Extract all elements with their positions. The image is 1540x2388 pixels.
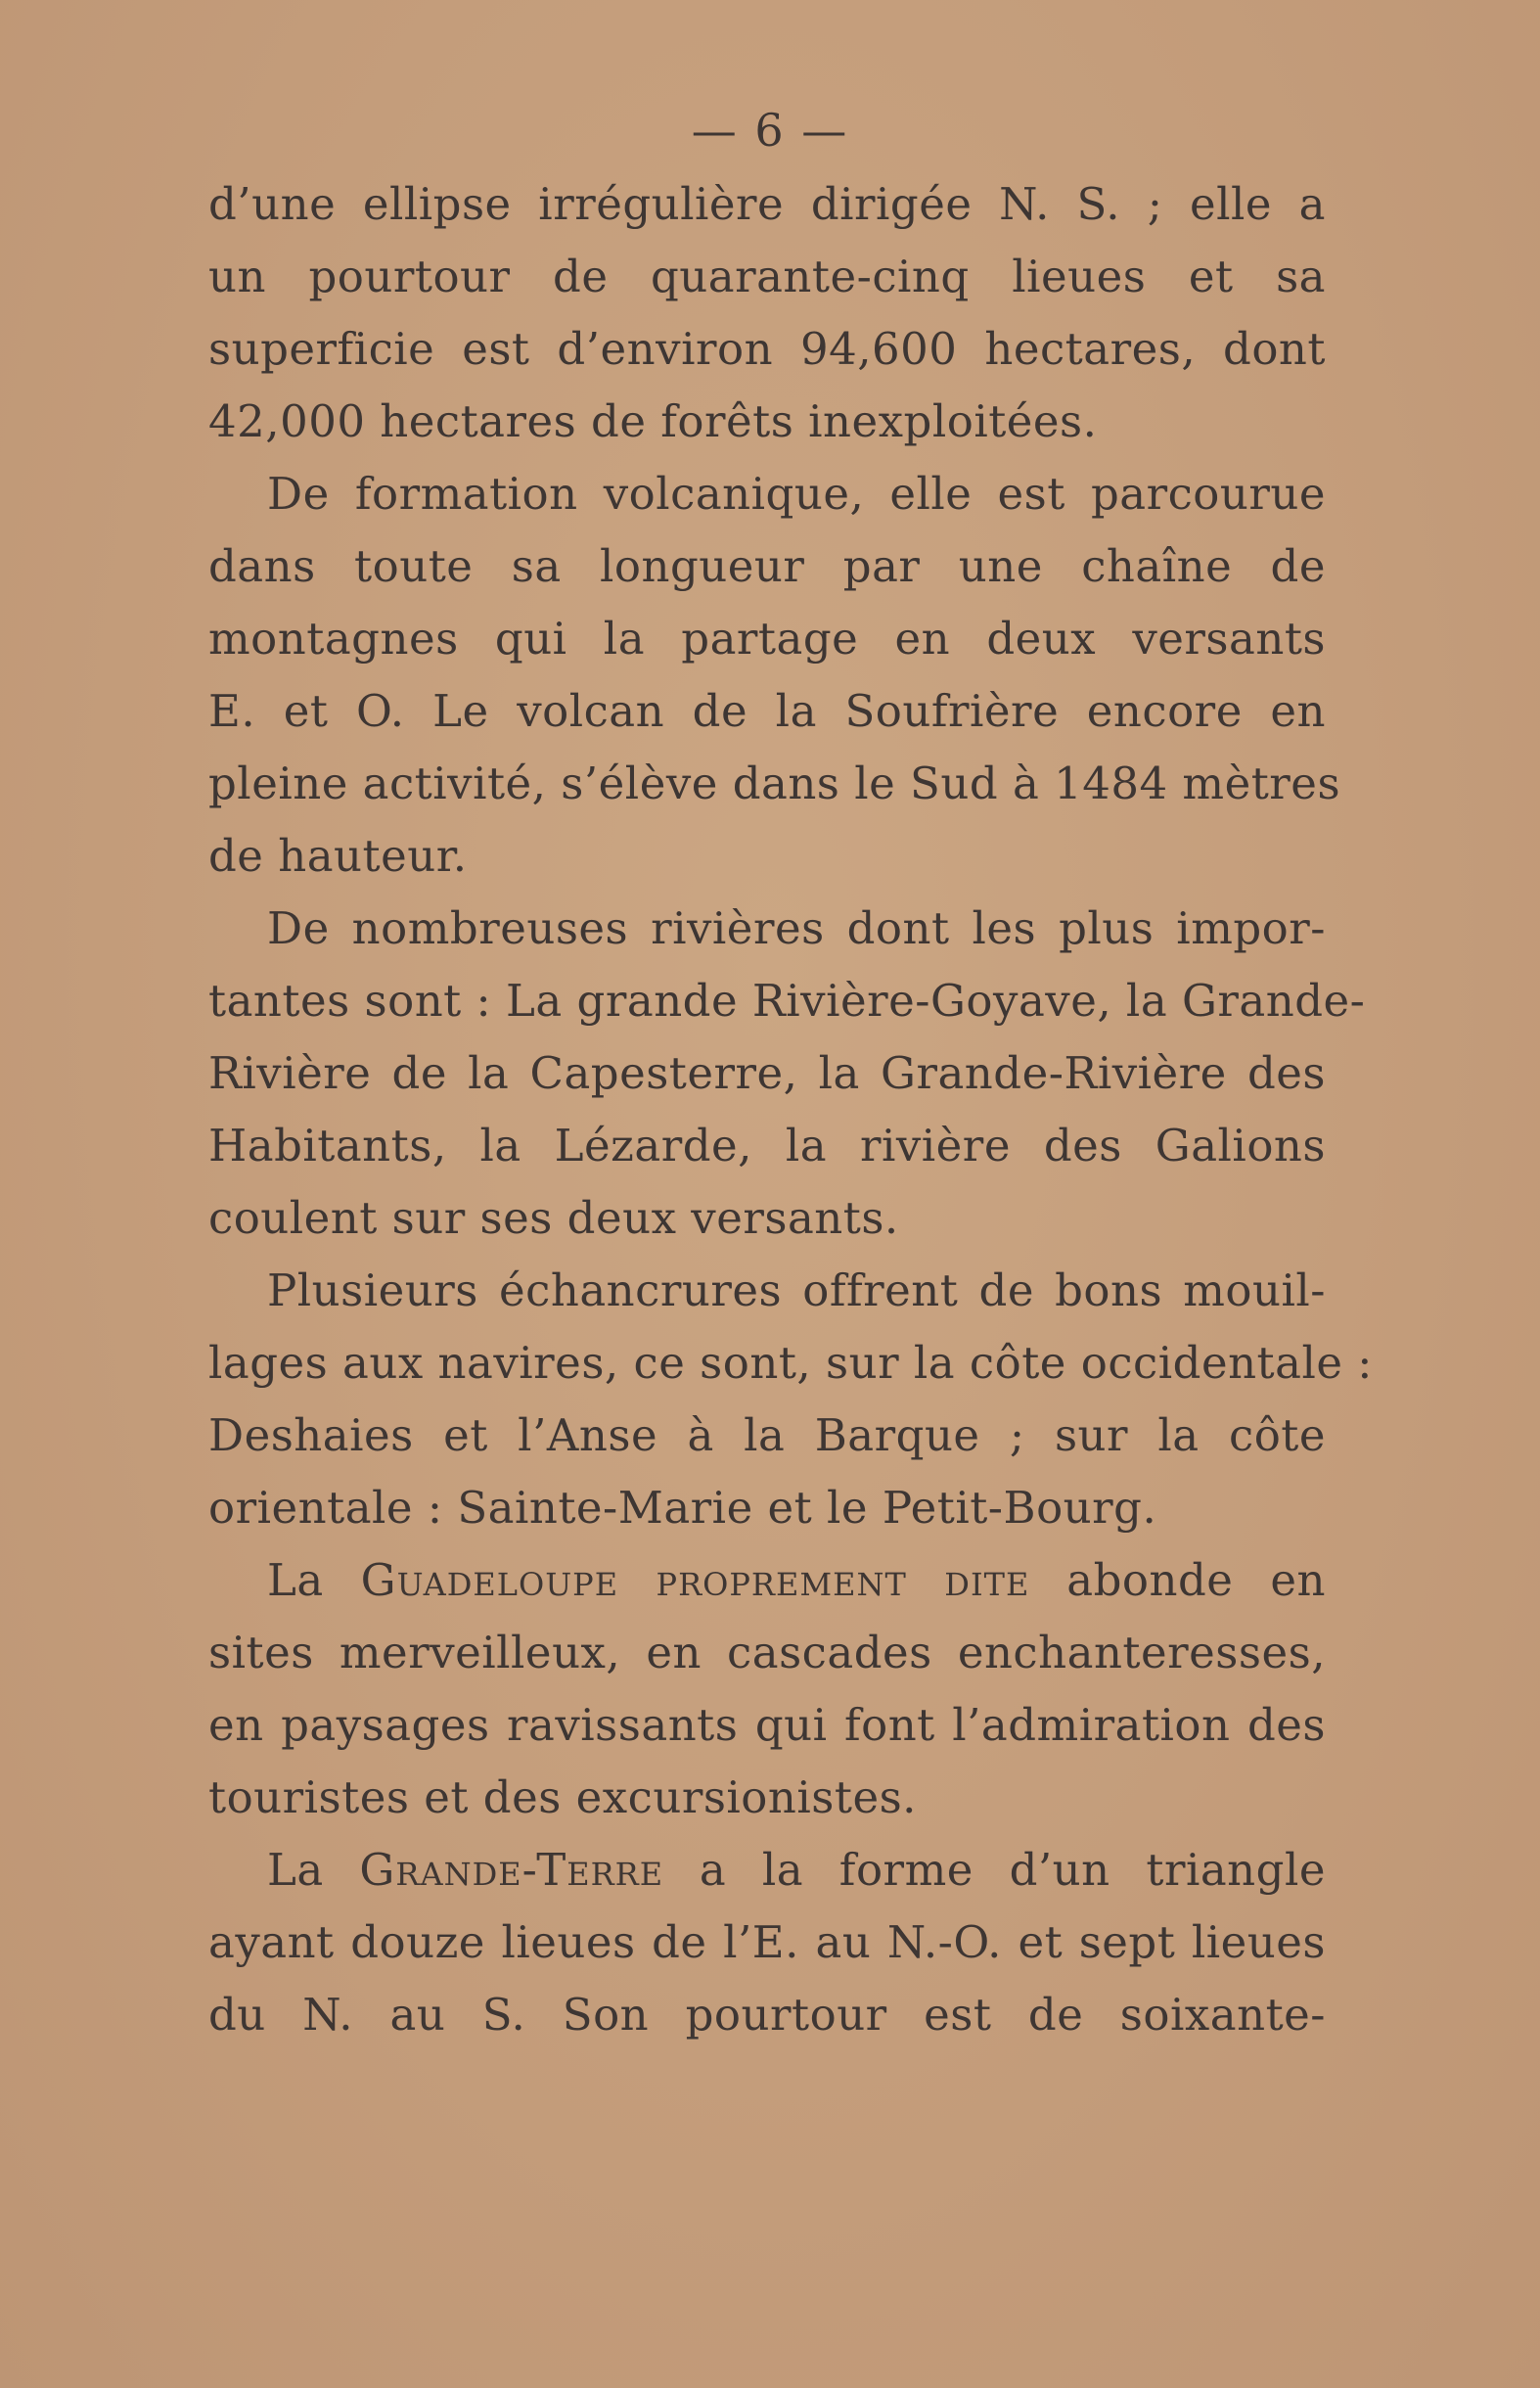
smallcaps-term: Grande-Terre (359, 1844, 664, 1896)
text-line: pleine activité, s’élève dans le Sud à 1484 mètres (208, 758, 1341, 809)
text-line: Habitants, la Lézarde, la rivière des Galions (208, 1120, 1326, 1171)
text-run: a la forme d’un triangle (663, 1844, 1326, 1896)
paragraph-3 (208, 893, 1366, 1255)
paragraph-4 (208, 1255, 1373, 1544)
text-line: un pourtour de quarante-cinq lieues et sa (208, 251, 1326, 302)
text-line: De nombreuses rivières dont les plus impor- (267, 902, 1326, 954)
text-line: montagnes qui la partage en deux versants (208, 613, 1326, 665)
text-line: d’une ellipse irrégulière dirigée N. S. ; elle a (208, 178, 1326, 230)
text-line: Plusieurs échancrures offrent de bons mouil- (267, 1264, 1326, 1316)
text-line (208, 1834, 1326, 1906)
text-line (208, 1544, 1326, 1617)
text-line: touristes et des excursionistes. (208, 1771, 917, 1823)
text-line: dans toute sa longueur par une chaîne de (208, 540, 1326, 592)
paragraph-2 (208, 458, 1341, 893)
text-line: E. et O. Le volcan de la Soufrière encore en (208, 685, 1326, 737)
text-run: abonde en (1029, 1554, 1326, 1606)
text-line: ayant douze lieues de l’E. au N.-O. et sept lieues (208, 1916, 1326, 1968)
text-line: sites merveilleux, en cascades enchanteresses, (208, 1627, 1326, 1678)
text-line: tantes sont : La grande Rivière-Goyave, la Grande- (208, 975, 1366, 1027)
paragraph-6 (208, 1834, 1326, 2051)
smallcaps-term: Guadeloupe proprement dite (360, 1554, 1030, 1606)
text-run: La (267, 1554, 361, 1606)
text-line: lages aux navires, ce sont, sur la côte occidentale : (208, 1337, 1373, 1389)
text-line: en paysages ravissants qui font l’admiration des (208, 1699, 1326, 1751)
text-line: Rivière de la Capesterre, la Grande-Rivière des (208, 1047, 1326, 1099)
text-line: superficie est d’environ 94,600 hectares, dont (208, 323, 1326, 375)
text-line: du N. au S. Son pourtour est de soixante- (208, 1989, 1326, 2041)
body-text (208, 168, 1373, 2051)
text-run: La (267, 1844, 360, 1896)
page-number: — 6 — (691, 104, 849, 157)
paragraph-1 (208, 168, 1326, 458)
text-line: De formation volcanique, elle est parcourue (267, 468, 1326, 520)
text-line: orientale : Sainte-Marie et le Petit-Bourg. (208, 1482, 1157, 1534)
paragraph-5 (208, 1544, 1326, 1834)
text-line: Deshaies et l’Anse à la Barque ; sur la côte (208, 1409, 1326, 1461)
text-line: 42,000 hectares de forêts inexploitées. (208, 395, 1098, 447)
text-line: de hauteur. (208, 830, 468, 882)
text-line: coulent sur ses deux versants. (208, 1192, 899, 1244)
